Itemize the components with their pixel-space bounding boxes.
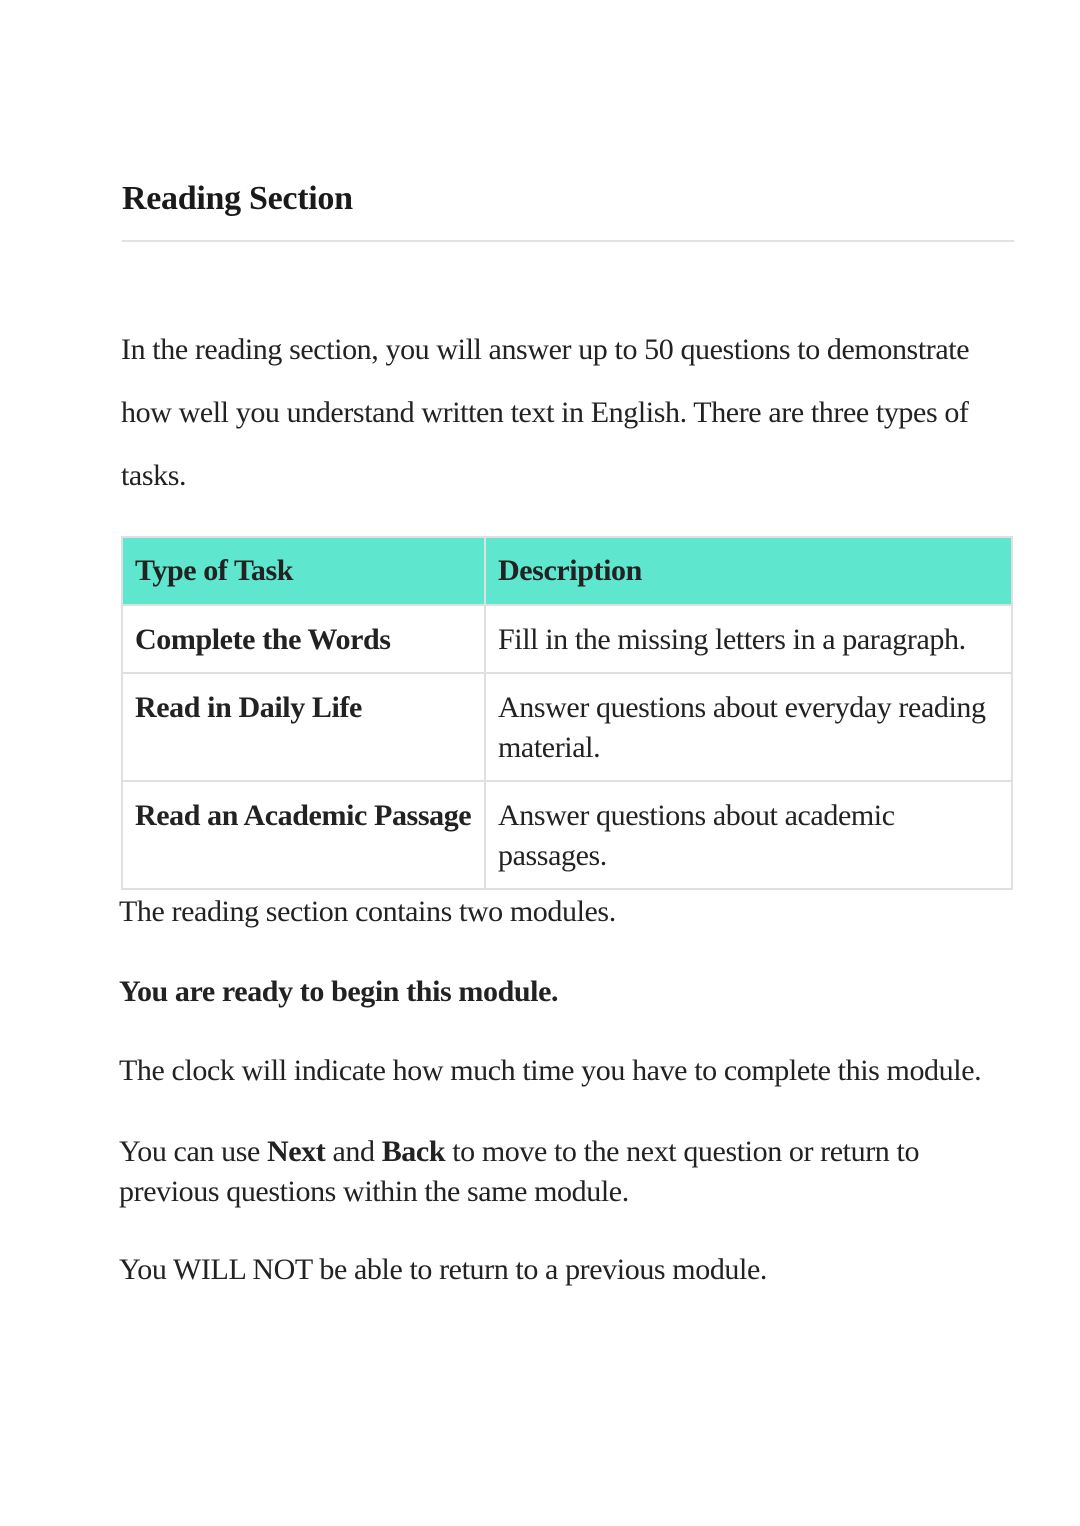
task-description-cell: Answer questions about academic passages. xyxy=(485,781,1012,889)
table-row xyxy=(122,673,1012,781)
page-title: Reading Section xyxy=(122,180,353,217)
task-type-cell: Read in Daily Life xyxy=(122,673,485,781)
ready-note: You are ready to begin this module. xyxy=(119,975,559,1008)
task-description-cell: Fill in the missing letters in a paragraph. xyxy=(485,605,1012,673)
clock-note: The clock will indicate how much time you have to complete this module. xyxy=(119,1054,982,1087)
intro-paragraph: In the reading section, you will answer up to 50 questions to demonstrate how well you understand written text in English. There are three types of tasks. xyxy=(121,333,970,492)
navigation-note xyxy=(119,1132,1019,1212)
next-keyword: Next xyxy=(266,1135,326,1168)
table-header-row xyxy=(122,537,1012,605)
modules-note: The reading section contains two modules. xyxy=(119,895,616,928)
header-type-of-task: Type of Task xyxy=(122,537,485,605)
no-return-note: You WILL NOT be able to return to a previous module. xyxy=(119,1253,767,1286)
task-type-cell: Complete the Words xyxy=(122,605,485,673)
table-row xyxy=(122,605,1012,673)
back-keyword: Back xyxy=(381,1135,446,1168)
table-row xyxy=(122,781,1012,889)
task-types-table xyxy=(121,536,1013,890)
nav-suffix-text: to move to the next question or return to previous questions within the same module. xyxy=(119,1135,920,1208)
task-type-cell: Read an Academic Passage xyxy=(122,781,485,889)
title-divider xyxy=(122,240,1014,242)
task-description-cell: Answer questions about everyday reading material. xyxy=(485,673,1012,781)
nav-prefix-text: You can use xyxy=(119,1135,267,1168)
nav-and-text: and xyxy=(325,1135,382,1168)
header-description: Description xyxy=(485,537,1012,605)
